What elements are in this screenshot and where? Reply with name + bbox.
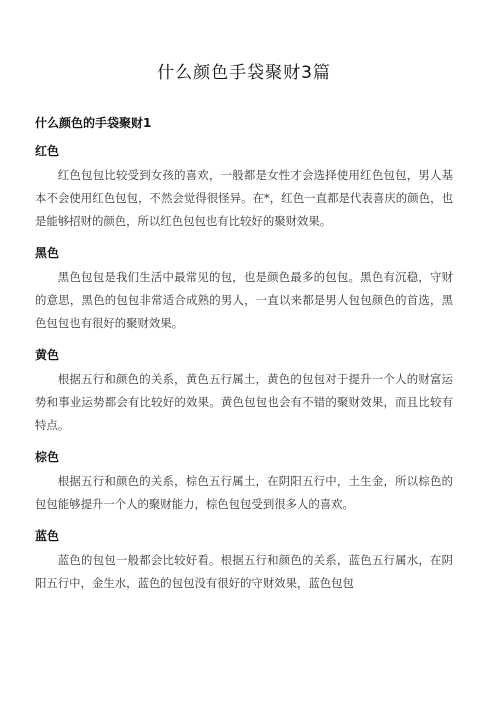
section-heading: 蓝色: [35, 529, 60, 543]
section-heading: 棕色: [35, 450, 60, 464]
section-black: [35, 245, 453, 335]
section-paragraph: 蓝色的包包一般都会比较好看。根据五行和颜色的关系，蓝色五行属水，在阴阳五行中，金生水，蓝色的包包没有很好的守财效果，蓝色包包: [35, 553, 453, 590]
section-red: [35, 143, 453, 233]
section-brown: [35, 449, 453, 516]
document-subtitle: 什么颜色的手袋聚财1: [35, 116, 152, 130]
section-yellow: [35, 347, 453, 437]
section-heading: 红色: [35, 144, 60, 158]
section-paragraph: 黑色包包是我们生活中最常见的包，也是颜色最多的包包。黑色有沉稳，守财的意思，黑色的包包非常适合成熟的男人，一直以来都是男人包包颜色的首选，黑色包包也有很好的聚财效果。: [35, 270, 453, 330]
section-paragraph: 红色包包比较受到女孩的喜欢，一般都是女性才会选择使用红色包包，男人基本不会使用红色包包，不然会觉得很怪异。在*，红色一直都是代表喜庆的颜色，也是能够招财的颜色，所以红色包包也有比较好的聚财效果。: [35, 168, 453, 228]
section-blue: [35, 528, 453, 595]
section-paragraph: 根据五行和颜色的关系，棕色五行属土，在阴阳五行中，土生金，所以棕色的包包能够提升一个人的聚财能力，棕色包包受到很多人的喜欢。: [35, 474, 453, 511]
section-heading: 黑色: [35, 246, 60, 260]
document-title: 什么颜色手袋聚财3篇: [157, 63, 331, 83]
section-heading: 黄色: [35, 348, 60, 362]
section-paragraph: 根据五行和颜色的关系，黄色五行属土，黄色的包包对于提升一个人的财富运势和事业运势都会有比较好的效果。黄色包包也会有不错的聚财效果，而且比较有特点。: [35, 372, 453, 432]
